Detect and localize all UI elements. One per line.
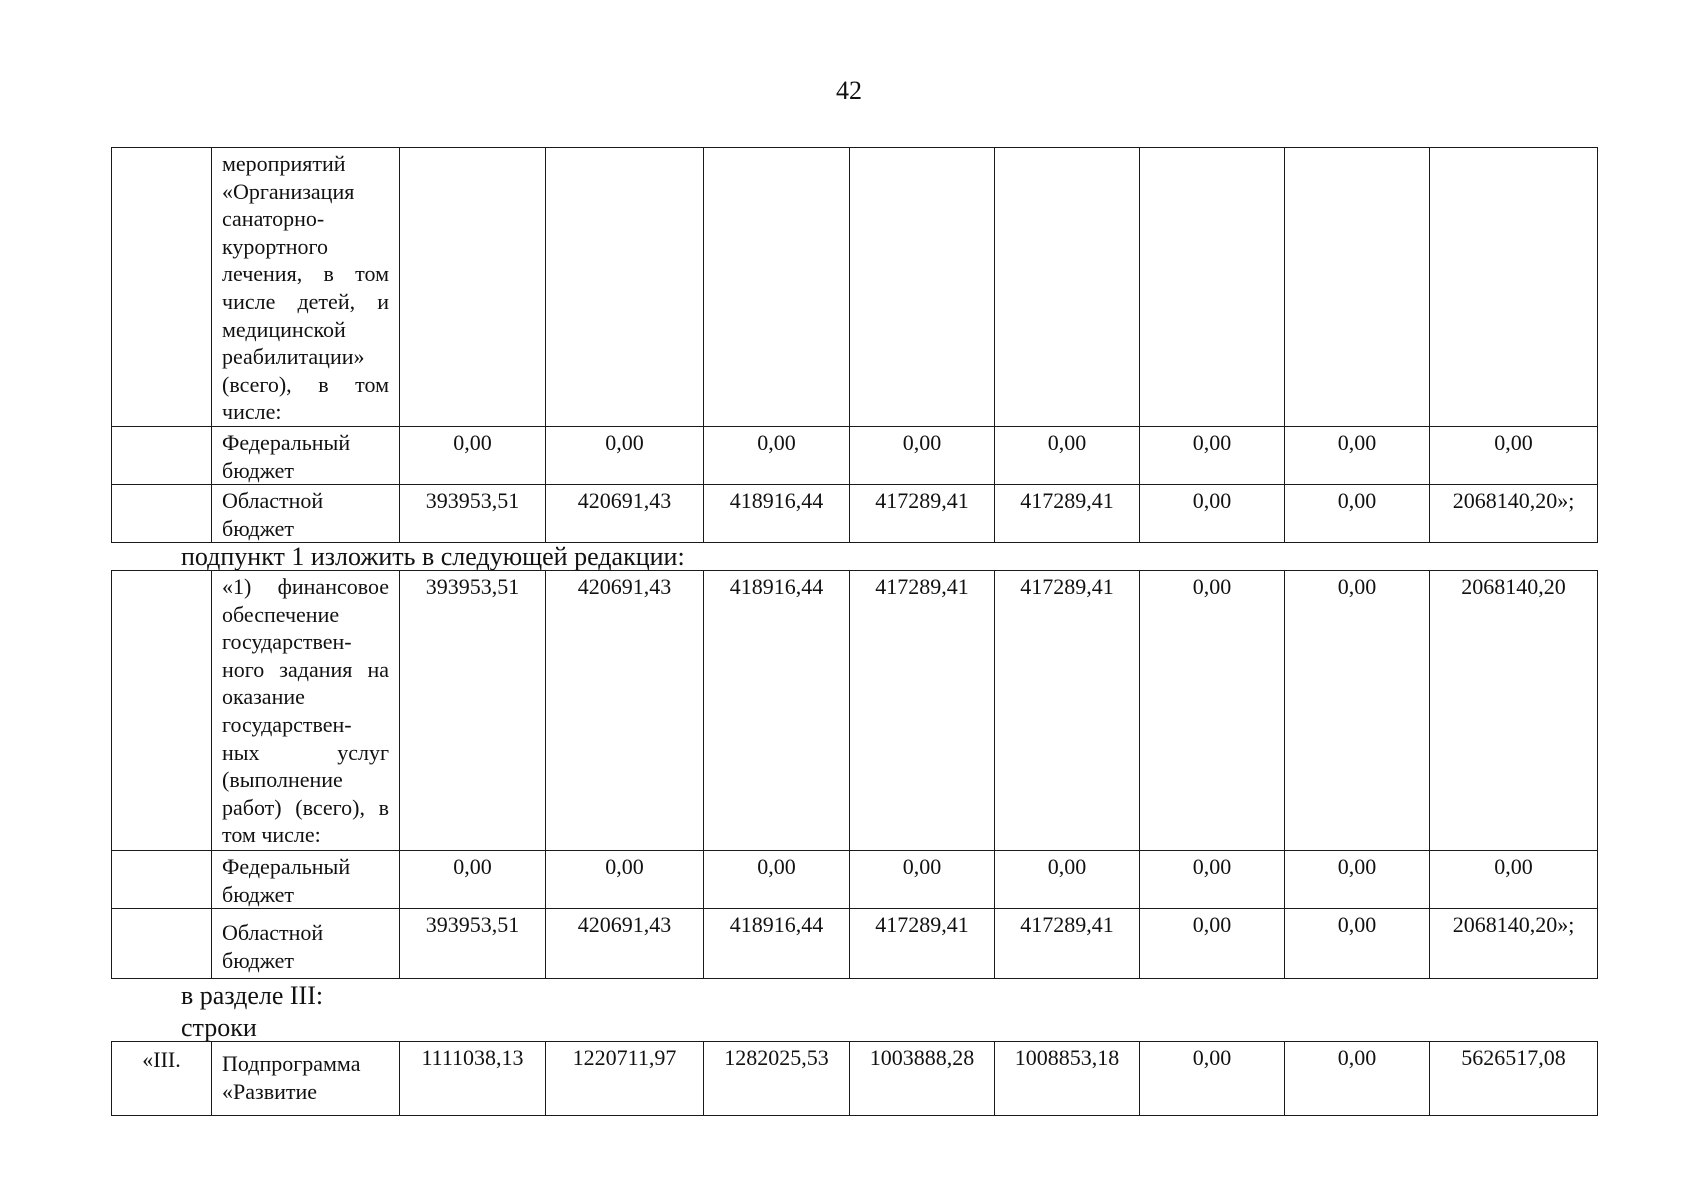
- table-row: [112, 426, 1598, 484]
- value-cell: 1003888,28: [850, 1042, 995, 1116]
- row-name-cell: Областной бюджет: [212, 909, 400, 979]
- value-cell: 0,00: [546, 851, 704, 909]
- value-cell: [1430, 148, 1598, 427]
- row-name-cell: мероприятий «Организация санаторно-курортного лечения, в том числе детей, и медицинской реабилитации» (всего), в том числе:: [212, 148, 400, 427]
- value-cell: 0,00: [1285, 909, 1430, 979]
- instruction-section: в разделе III:: [181, 981, 324, 1010]
- value-cell: 0,00: [1140, 485, 1285, 543]
- budget-table-1: [111, 147, 1598, 543]
- value-cell: 0,00: [1140, 426, 1285, 484]
- value-cell: [1140, 148, 1285, 427]
- value-cell: 0,00: [400, 851, 546, 909]
- value-cell: [1285, 148, 1430, 427]
- value-cell: 0,00: [1430, 851, 1598, 909]
- value-cell: 0,00: [704, 851, 850, 909]
- value-cell: 420691,43: [546, 571, 704, 851]
- value-cell: 393953,51: [400, 909, 546, 979]
- value-cell: 1008853,18: [995, 1042, 1140, 1116]
- value-cell: 418916,44: [704, 485, 850, 543]
- table-row: [112, 485, 1598, 543]
- value-cell: 0,00: [850, 851, 995, 909]
- value-cell: 0,00: [1140, 851, 1285, 909]
- table-row: [112, 1042, 1598, 1116]
- table-row: [112, 571, 1598, 851]
- value-cell: 2068140,20»;: [1430, 909, 1598, 979]
- value-cell: 0,00: [1140, 1042, 1285, 1116]
- value-cell: 5626517,08: [1430, 1042, 1598, 1116]
- row-number-cell: «III.: [112, 1042, 212, 1116]
- value-cell: [850, 148, 995, 427]
- page-number: 42: [836, 76, 862, 105]
- budget-table-3: [111, 1041, 1598, 1116]
- table-row: [112, 851, 1598, 909]
- value-cell: 0,00: [546, 426, 704, 484]
- value-cell: 417289,41: [850, 485, 995, 543]
- budget-table-2: [111, 570, 1598, 979]
- value-cell: [546, 148, 704, 427]
- row-name-cell: Областной бюджет: [212, 485, 400, 543]
- row-number-cell: [112, 909, 212, 979]
- value-cell: 0,00: [995, 851, 1140, 909]
- value-cell: 0,00: [1285, 426, 1430, 484]
- value-cell: [995, 148, 1140, 427]
- row-number-cell: [112, 851, 212, 909]
- value-cell: [400, 148, 546, 427]
- value-cell: 1111038,13: [400, 1042, 546, 1116]
- table-row: [112, 909, 1598, 979]
- value-cell: 0,00: [995, 426, 1140, 484]
- value-cell: 0,00: [1285, 1042, 1430, 1116]
- value-cell: 393953,51: [400, 485, 546, 543]
- row-number-cell: [112, 485, 212, 543]
- value-cell: 417289,41: [995, 571, 1140, 851]
- instruction-rows: строки: [181, 1013, 257, 1042]
- value-cell: 0,00: [1285, 571, 1430, 851]
- row-name-cell: Федеральный бюджет: [212, 851, 400, 909]
- value-cell: 0,00: [1140, 909, 1285, 979]
- value-cell: 0,00: [850, 426, 995, 484]
- row-number-cell: [112, 148, 212, 427]
- row-number-cell: [112, 571, 212, 851]
- value-cell: 0,00: [1140, 571, 1285, 851]
- value-cell: 1282025,53: [704, 1042, 850, 1116]
- value-cell: 418916,44: [704, 909, 850, 979]
- value-cell: 0,00: [400, 426, 546, 484]
- value-cell: 2068140,20: [1430, 571, 1598, 851]
- row-name-cell: Федеральный бюджет: [212, 426, 400, 484]
- value-cell: 418916,44: [704, 571, 850, 851]
- table-row: [112, 148, 1598, 427]
- row-name-cell: Подпрограмма «Развитие: [212, 1042, 400, 1116]
- value-cell: 417289,41: [995, 909, 1140, 979]
- value-cell: 417289,41: [995, 485, 1140, 543]
- value-cell: 2068140,20»;: [1430, 485, 1598, 543]
- value-cell: 420691,43: [546, 485, 704, 543]
- value-cell: 1220711,97: [546, 1042, 704, 1116]
- value-cell: 420691,43: [546, 909, 704, 979]
- value-cell: 393953,51: [400, 571, 546, 851]
- value-cell: 0,00: [1285, 851, 1430, 909]
- row-name-cell: «1) финансовое обеспечение государствен-ного задания на оказание государствен-ных услуг (выполнение работ) (всего), в том числе:: [212, 571, 400, 851]
- instruction-subpoint: подпункт 1 изложить в следующей редакции:: [181, 542, 685, 571]
- row-number-cell: [112, 426, 212, 484]
- value-cell: 417289,41: [850, 571, 995, 851]
- value-cell: 0,00: [704, 426, 850, 484]
- value-cell: 0,00: [1285, 485, 1430, 543]
- value-cell: 0,00: [1430, 426, 1598, 484]
- value-cell: 417289,41: [850, 909, 995, 979]
- value-cell: [704, 148, 850, 427]
